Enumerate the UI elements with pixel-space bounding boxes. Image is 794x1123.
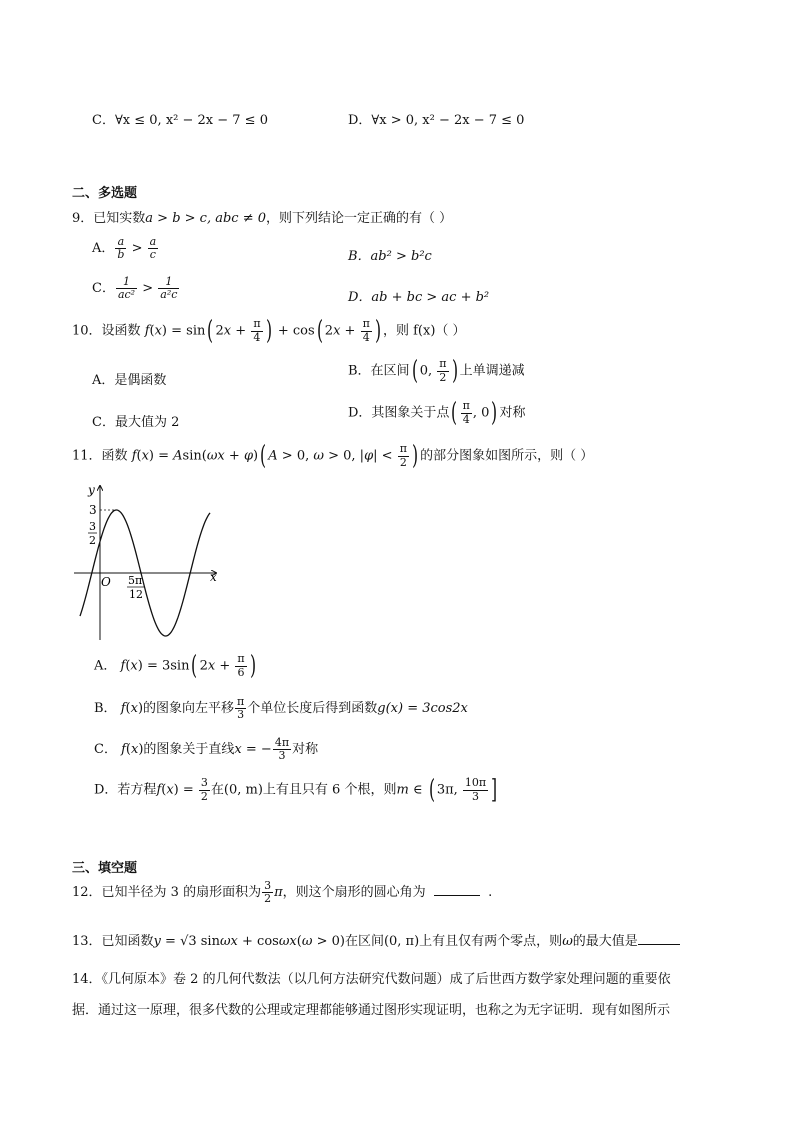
x-tick-5pi-den: 12 (129, 588, 143, 601)
q13-answer-blank[interactable] (638, 932, 680, 945)
q9-option-b: B．ab² > b²c (348, 249, 432, 264)
x-axis-label: x (210, 570, 217, 584)
y-tick-3: 3 (89, 503, 97, 517)
y-tick-3-over-2-den: 2 (89, 534, 96, 547)
q11-option-d: D．若方程f(x) = $\frac{3}{2}$ 在(0, m)上有且只有 6 个根，则m ∈ ( 3π, $\frac{10\pi}{3}$ ] (94, 775, 498, 805)
sine-graph-svg (70, 480, 230, 645)
q12-stem: 12．已知半径为 3 的扇形面积为 $\frac{3}{2}$ π，则这个扇形的圆心角为 . (72, 879, 493, 906)
q14-line-1: 14．《几何原本》卷 2 的几何代数法（以几何方法研究代数问题）成了后世西方数学家处理问题的重要依 (72, 972, 671, 987)
q13-stem: 13．已知函数y = √3 sinωx + cosωx(ω > 0)在区间(0, π)上有且仅有两个零点，则ω的最大值是 (72, 930, 680, 949)
q8-option-c: C．∀x ≤ 0, x² − 2x − 7 ≤ 0 (92, 113, 268, 128)
q11-option-c: C． f(x)的图象关于直线x = − $\frac{4\pi}{3}$ 对称 (94, 736, 319, 763)
q9-option-a: A． $\frac{a}{b}$ > $\frac{a}{c}$ (92, 235, 157, 262)
q8-option-d: D．∀x > 0, x² − 2x − 7 ≤ 0 (348, 113, 525, 128)
q11-option-b: B． f(x)的图象向左平移 $\frac{\pi}{3}$ 个单位长度后得到函数g(x) = 3cos2x (94, 695, 468, 722)
q9-option-c: C． $\frac{1}{\text{ac²}}$ > $\frac{1}{\text{a²c}}$ (92, 275, 178, 302)
q11-stem: 11．函数 f(x) = Asin(ωx + φ)( A > 0, ω > 0, |φ| < $\frac{\pi}{2}$ ) 的部分图象如图所示，则（ ） (72, 441, 594, 471)
q11-option-a: A． f(x) = 3sin( 2x + $\frac{\pi}{6}$ ) (94, 651, 256, 681)
q9-stem: 9．已知实数a > b > c, abc ≠ 0，则下列结论一定正确的有（ ） (72, 211, 453, 226)
q10-stem: 10．设函数 f(x) = sin( 2x + $\frac{\pi}{4}$ ) + cos( 2x + $\frac{\pi}{4}$ ) ，则 f(x)（ ） (72, 316, 466, 346)
y-axis-label: y (88, 483, 95, 497)
q12-answer-blank[interactable] (434, 883, 480, 896)
q10-option-c: C．最大值为 2 (92, 415, 180, 430)
q9-option-d: D．ab + bc > ac + b² (348, 290, 490, 305)
q11-function-graph (70, 480, 230, 645)
section-heading-multi: 二、多选题 (72, 186, 138, 201)
q10-option-d: D．其图象关于点( $\frac{\pi}{4}$ , 0) 对称 (348, 398, 526, 428)
x-tick-5pi-num: 5π (128, 574, 143, 587)
section-heading-fill: 三、填空题 (72, 861, 138, 876)
origin-label: O (101, 575, 111, 589)
q10-option-b: B．在区间( 0, $\frac{\pi}{2}$ ) 上单调递减 (348, 356, 525, 386)
q10-option-a: A．是偶函数 (92, 373, 167, 388)
q14-line-2: 据．通过这一原理，很多代数的公理或定理都能够通过图形实现证明，也称之为无字证明．现有如图所示 (72, 1003, 671, 1018)
y-tick-3-over-2-num: 3 (89, 520, 96, 533)
